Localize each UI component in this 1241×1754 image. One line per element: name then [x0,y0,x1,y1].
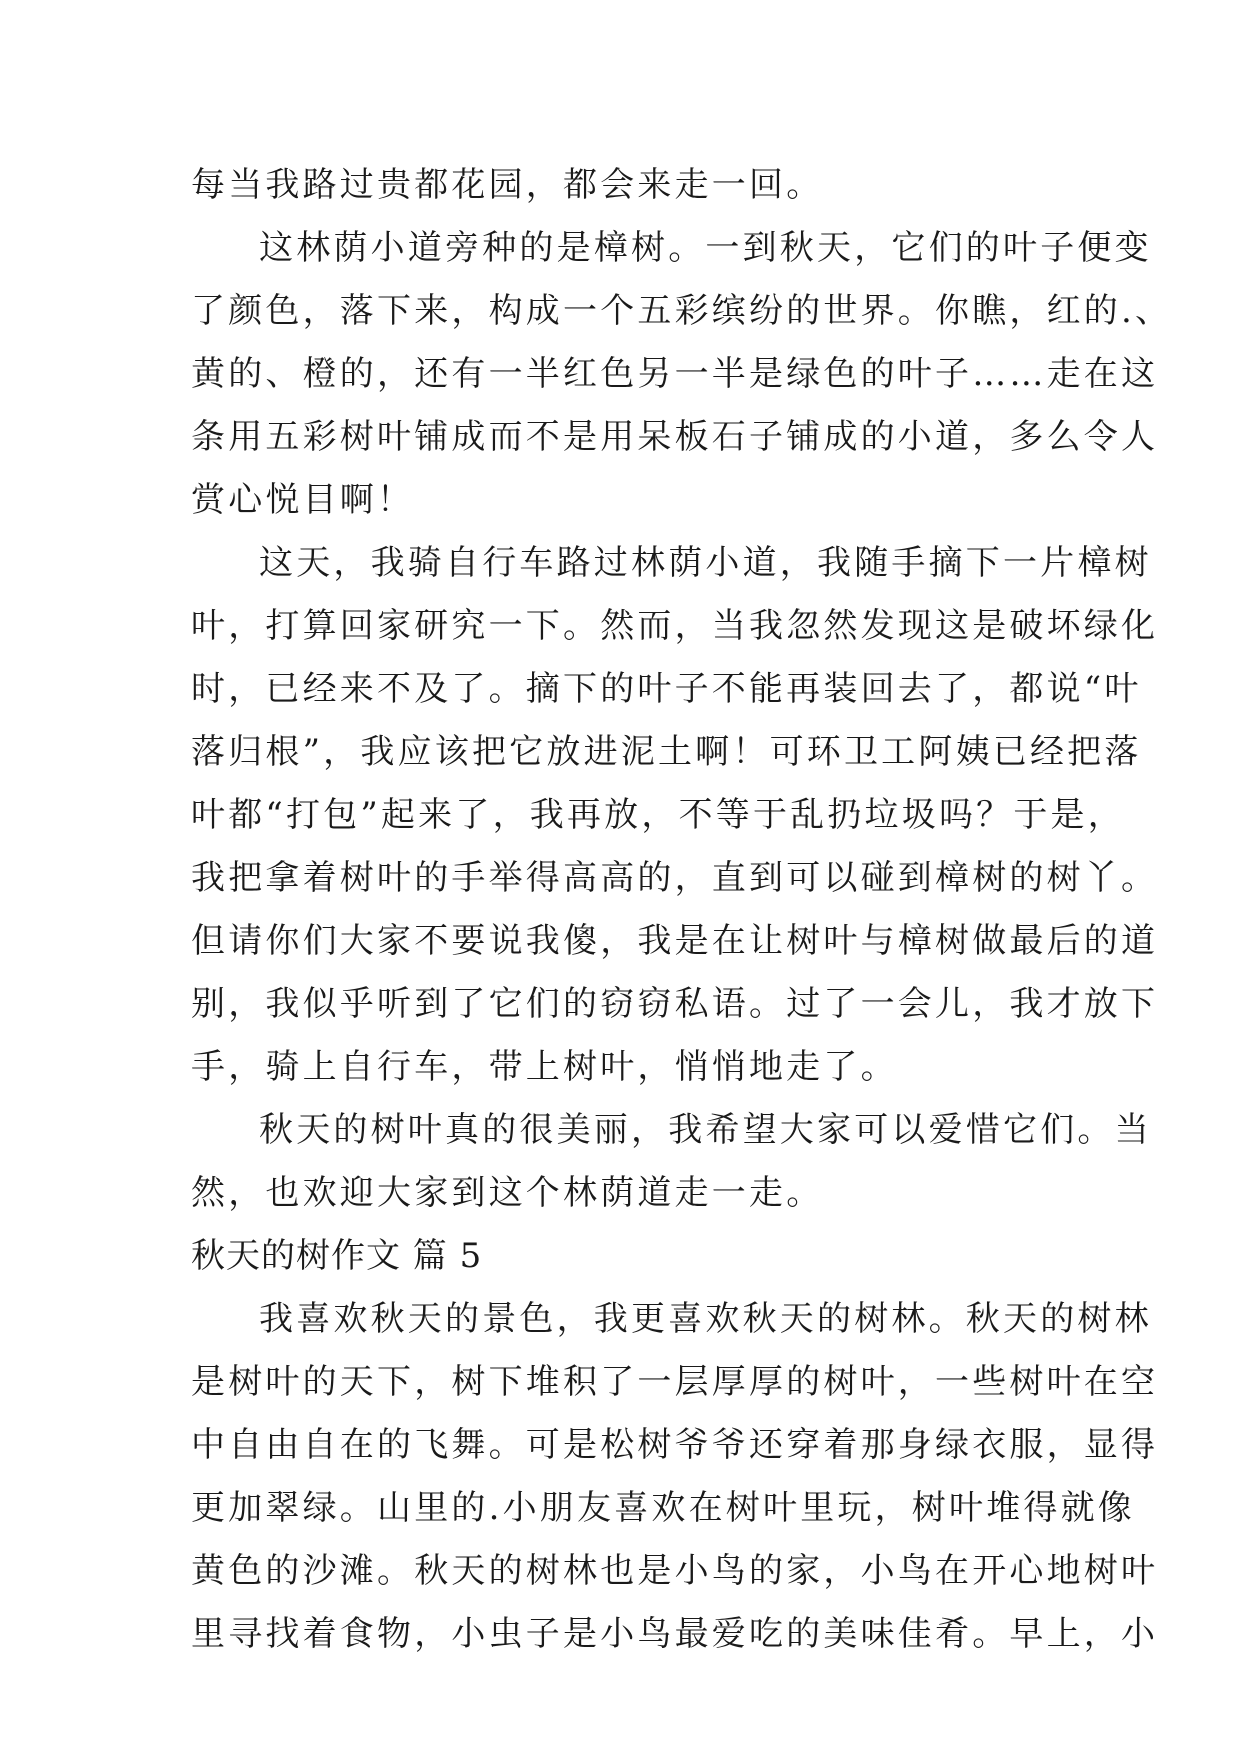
text-line: 赏心悦目啊！ [191,480,415,520]
text-line: 条用五彩树叶铺成而不是用呆板石子铺成的小道，多么令人 [191,417,1159,457]
text-line: 我把拿着树叶的手举得高高的，直到可以碰到樟树的树丫。 [191,858,1159,898]
text-line: 手，骑上自行车，带上树叶，悄悄地走了。 [191,1047,898,1087]
text-line: 然，也欢迎大家到这个林荫道走一走。 [191,1173,824,1213]
text-line: 但请你们大家不要说我傻，我是在让树叶与樟树做最后的道 [191,921,1159,961]
section-heading: 秋天的树作文 篇 5 [191,1236,483,1276]
text-line: 叶，打算回家研究一下。然而，当我忽然发现这是破坏绿化 [191,606,1159,646]
text-line: 了颜色，落下来，构成一个五彩缤纷的世界。你瞧，红的.、 [191,291,1173,331]
text-line: 叶都“打包”起来了，我再放，不等于乱扔垃圾吗？于是， [191,795,1125,835]
paragraph-start-line: 这天，我骑自行车路过林荫小道，我随手摘下一片樟树 [259,543,1152,583]
paragraph-start-line: 我喜欢秋天的景色，我更喜欢秋天的树林。秋天的树林 [259,1299,1152,1339]
text-line: 落归根”，我应该把它放进泥土啊！可环卫工阿姨已经把落 [191,732,1142,772]
text-line: 中自由自在的飞舞。可是松树爷爷还穿着那身绿衣服，显得 [191,1425,1159,1465]
paragraph-start-line: 这林荫小道旁种的是樟树。一到秋天，它们的叶子便变 [259,228,1152,268]
text-line: 时，已经来不及了。摘下的叶子不能再装回去了，都说“叶 [191,669,1142,709]
paragraph-start-line: 秋天的树叶真的很美丽，我希望大家可以爱惜它们。当 [259,1110,1152,1150]
text-line: 更加翠绿。山里的.小朋友喜欢在树叶里玩，树叶堆得就像 [191,1488,1136,1528]
text-line: 黄色的沙滩。秋天的树林也是小鸟的家，小鸟在开心地树叶 [191,1551,1159,1591]
text-line: 每当我路过贵都花园，都会来走一回。 [191,165,824,205]
text-line: 别，我似乎听到了它们的窃窃私语。过了一会儿，我才放下 [191,984,1159,1024]
text-line: 里寻找着食物，小虫子是小鸟最爱吃的美味佳肴。早上，小 [191,1614,1159,1654]
text-line: 黄的、橙的，还有一半红色另一半是绿色的叶子……走在这 [191,354,1159,394]
text-line: 是树叶的天下，树下堆积了一层厚厚的树叶，一些树叶在空 [191,1362,1159,1402]
